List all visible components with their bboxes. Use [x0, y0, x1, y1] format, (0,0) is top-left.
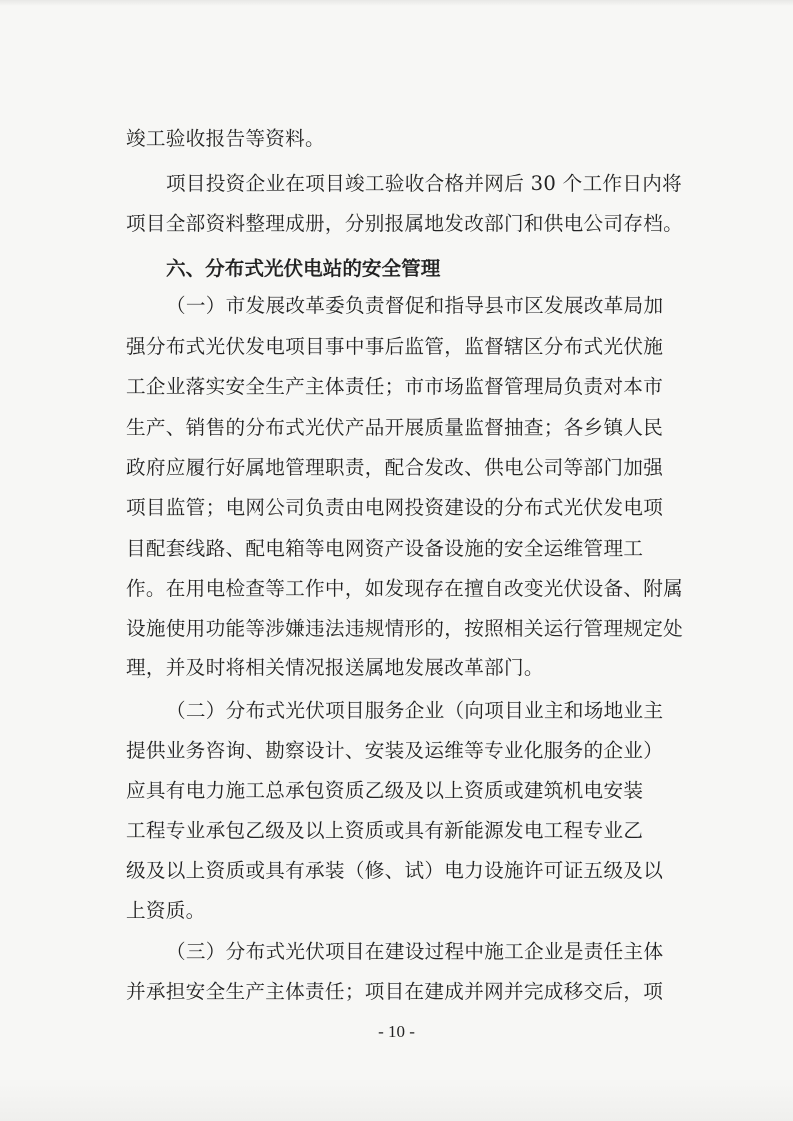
text-line-15: （二）分布式光伏项目服务企业（向项目业主和场地业主 [166, 699, 664, 722]
text-line-1: 竣工验收报告等资料。 [126, 127, 325, 150]
text-line-22: 并承担安全生产主体责任；项目在建成并网并完成移交后，项 [126, 980, 664, 1003]
section-heading: 六、分布式光伏电站的安全管理 [166, 257, 441, 280]
text-line-2: 项目投资企业在项目竣工验收合格并网后 30 个工作日内将 [166, 172, 683, 195]
text-line-16: 提供业务咨询、勘察设计、安装及运维等专业化服务的企业） [126, 739, 664, 762]
text-line-10: 项目监管；电网公司负责由电网投资建设的分布式光伏发电项 [126, 496, 664, 519]
text-line-14: 理，并及时将相关情况报送属地发展改革部门。 [126, 656, 544, 679]
text-line-8: 生产、销售的分布式光伏产品开展质量监督抽查；各乡镇人民 [126, 416, 664, 439]
text-line-13: 设施使用功能等涉嫌违法违规情形的，按照相关运行管理规定处 [126, 617, 684, 640]
text-line-12: 作。在用电检查等工作中，如发现存在擅自改变光伏设备、附属 [126, 577, 684, 600]
text-line-20: 上资质。 [126, 899, 206, 922]
text-line-7: 工企业落实安全生产主体责任；市市场监督管理局负责对本市 [126, 375, 664, 398]
text-line-5: （一）市发展改革委负责督促和指导县市区发展改革局加 [166, 294, 664, 317]
scan-edge-top [0, 0, 793, 6]
text-line-3: 项目全部资料整理成册，分别报属地发改部门和供电公司存档。 [126, 212, 684, 235]
text-line-17: 应具有电力施工总承包资质乙级及以上资质或建筑机电安装 [126, 779, 644, 802]
text-line-19: 级及以上资质或具有承装（修、试）电力设施许可证五级及以 [126, 859, 664, 882]
text-line-18: 工程专业承包乙级及以上资质或具有新能源发电工程专业乙 [126, 819, 644, 842]
page-number: - 10 - [378, 1022, 415, 1041]
text-line-11: 目配套线路、配电箱等电网资产设备设施的安全运维管理工 [126, 537, 644, 560]
scan-edge-bottom [0, 1078, 793, 1121]
text-line-21: （三）分布式光伏项目在建设过程中施工企业是责任主体 [166, 940, 664, 963]
text-line-9: 政府应履行好属地管理职责，配合发改、供电公司等部门加强 [126, 456, 664, 479]
text-line-6: 强分布式光伏发电项目事中事后监管，监督辖区分布式光伏施 [126, 335, 664, 358]
